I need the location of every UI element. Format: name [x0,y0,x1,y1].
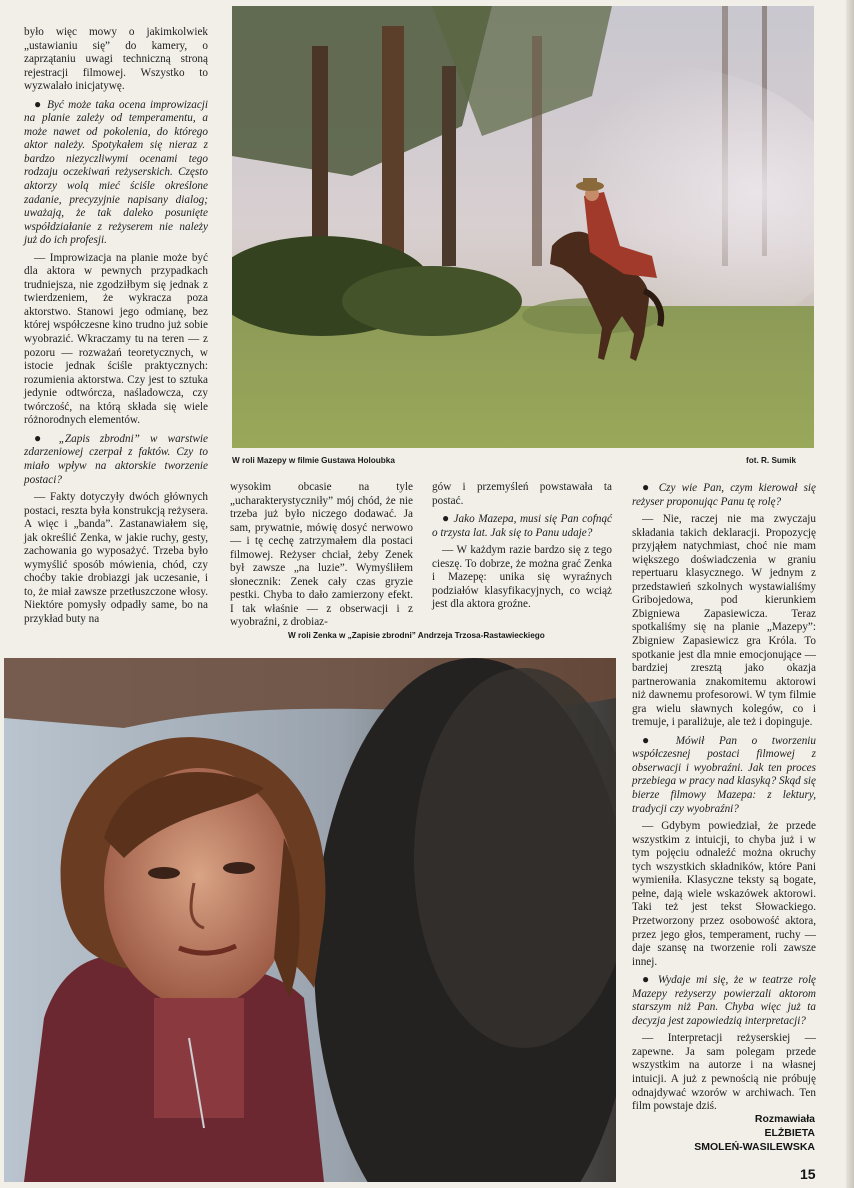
photo-caption-top: W roli Mazepy w filmie Gustawa Holoubka [232,456,395,465]
paragraph: — Interpretacji reżyserskiej — zapewne. Ja sam polegam przede wszystkim na autorze i na własnej intuicji. A już z pewnością nie próbuję odnajdywać wzorów w archiwach. Ten film powstaje dziś. [632,1032,816,1113]
photo-caption-bottom: W roli Zenka w „Zapisie zbrodni” Andrzeja Trzosa-Rastawieckiego [288,631,545,640]
page-number: 15 [800,1166,816,1182]
photo-zenek-portrait [4,658,616,1182]
paragraph: — Improwizacja na planie może być dla aktora w pewnych przypadkach trudniejsza, nie zgodziłbym się jednak z twierdzeniem, że wykracza poza aktorstwo. Stanowi jego odmianę, bez której współczesne kino trudno już sobie wyobrazić. Wkraczamy tu na teren — z pozoru — rozważań teoretycznych, w istocie jednak ściśle praktycznych: rozumienia aktorstwa. Czy jest to sztuka jedynie odtwórcza, naśladowcza, czy twórczość, na którą składa się wiele różnorodnych elementów. [24,251,208,427]
bullet-icon: ● [34,430,49,445]
question-text: Wydaje mi się, że w teatrze rolę Mazepy reżyserzy powierzali aktorom starszym niż Pan. Chyba więc już ta decyzja jest zapowiedzią interpretacji? [632,974,817,1027]
byline-surname: SMOLEŃ-WASILEWSKA [694,1141,815,1153]
interview-question [24,98,208,248]
text-column-middle-right [432,481,612,616]
question-text: Być może taka ocena improwizacji na planie zależy od temperamentu, a może nawet od pokolenia, do którego aktor należy. Spotykałem się nieraz z bardzo niezyczliwymi ocenami tego rodzaju oczekiwań reżyserskich. Często aktorzy wolą mieć ściśle określone zadanie, precyzyjnie napisany dialog; uważają, że tak daleko posunięte współdziałanie z reżyserem nie należy już do ich profesji. [24,98,209,247]
question-text: Mówił Pan o tworzeniu współczesnej postaci filmowej z obserwacji i wyobraźni. Jak ten proces przebiega w pracy nad klasyką? Skąd się bierze filmowy Mazepa: z lektury, tradycji czy wyobraźni? [632,734,816,815]
text-column-middle-center [230,481,413,634]
question-text: „Zapis zbrodni” w warstwie zdarzeniowej czerpał z faktów. Czy to miało wpływ na aktorskie tworzenie postaci? [24,432,209,486]
paragraph: — Gdybym powiedział, że przede wszystkim z intuicji, to chyba już i w tym pojęciu odnaleźć można okruchy tych wszystkich składników, które Pani wymieniła. Klasyczne teksty są bogate, pełne, dają wiele wskazówek aktorowi. Taki też jest tekst Słowackiego. Przetworzony przez osobowość aktora, przez jego głos, temperament, ruchy — daje szansę na tworzenie roli zawsze innej. [632,820,816,968]
question-text: Jako Mazepa, musi się Pan cofnąć o trzysta lat. Jak się to Panu udaje? [432,513,612,539]
paragraph: gów i przemyśleń powstawała ta postać. [432,481,612,507]
paragraph: — Fakty dotyczyły dwóch głównych postaci, reszta była konstrukcją reżysera. A więc i „banda”. Zastanawiałem się, jak określić Zenka, w jakie ruchy, gesty, zachowania go wyposażyć. Trzeba było wymyślić sposób mówienia, chód, czy choćby takie drobiazgi jak uczesanie, i to, że miał zawsze przetłuszczone włosy. Niektóre pomysły odpadły same, bo na przykład buty na [24,491,208,625]
paragraph: było więc mowy o jakimkolwiek „ustawianiu się” do kamery, o zaprzątaniu uwagi techniczną stroną rejestracji filmowej. Wszystko to wyzwalało inicjatywę. [24,26,208,93]
interview-question [432,512,612,540]
byline-label: Rozmawiała [754,1113,815,1125]
interview-question [632,973,816,1028]
forest-horseman-image [232,6,814,448]
photo-credit: fot. R. Sumik [746,456,797,465]
interview-question [632,734,816,816]
portrait-image [4,658,616,1182]
photo-mazepa-horseman [232,6,814,448]
paragraph: — Nie, raczej nie ma zwyczaju składania takich deklaracji. Propozycję przyjąłem natychmiast, choć nie mam większego doświadczenia w graniu repertuaru klasycznego. W jednym z przedstawień szkolnych wystawialiśmy Gribojedowa, pod kierunkiem Zbigniewa Zapasiewicza. Teraz spotkaliśmy się na planie „Mazepy”: Zbigniew Zapasiewicz gra Króla. To spotkanie jest dla mnie emocjonujące — bardziej zresztą jako okazja partnerowania znakomitemu aktorowi niż dawnemu profesorowi. W tym filmie gra wielu sławnych kolegów, co i tremuje, i paraliżuje, ale też i dopinguje. [632,513,816,729]
bullet-icon: ● [642,972,653,987]
paragraph: — W każdym razie bardzo się z tego cieszę. To dobrze, że można grać Zenka i Mazepę: unika się wyraźnych podziałów klasyfikacyjnych, co wciąż jest dla aktora groźne. [432,544,612,611]
text-column-middle-left [24,476,208,480]
bullet-icon: ● [442,511,450,526]
text-column-right [632,481,816,1118]
bullet-icon: ● [642,480,653,494]
bullet-icon: ● [34,96,43,111]
bullet-icon: ● [642,732,662,747]
paragraph: wysokim obcasie na tyle „ucharakterystyczniły” mój chód, że nie trzeba już było niczego dodawać. Ja sam, prywatnie, mówię dosyć nerwowo — i tę cechę zatrzymałem dla postaci filmowej. Reżyser chciał, żeby Zenek był zawsze „na luzie”. Wymyśliłem słonecznik: Zenek cały czas gryzie pestki. Chyba to dało zamierzony efekt. I tak właśnie — z obserwacji i z wyobraźni, z drobiaz- [230,481,413,629]
byline-name: ELŻBIETA [764,1127,815,1139]
question-text: Czy wie Pan, czym kierował się reżyser proponując Panu tę rolę? [632,482,816,508]
byline [670,1112,815,1154]
text-column-left [24,26,208,631]
page-edge [846,0,854,1188]
interview-question [632,481,816,509]
